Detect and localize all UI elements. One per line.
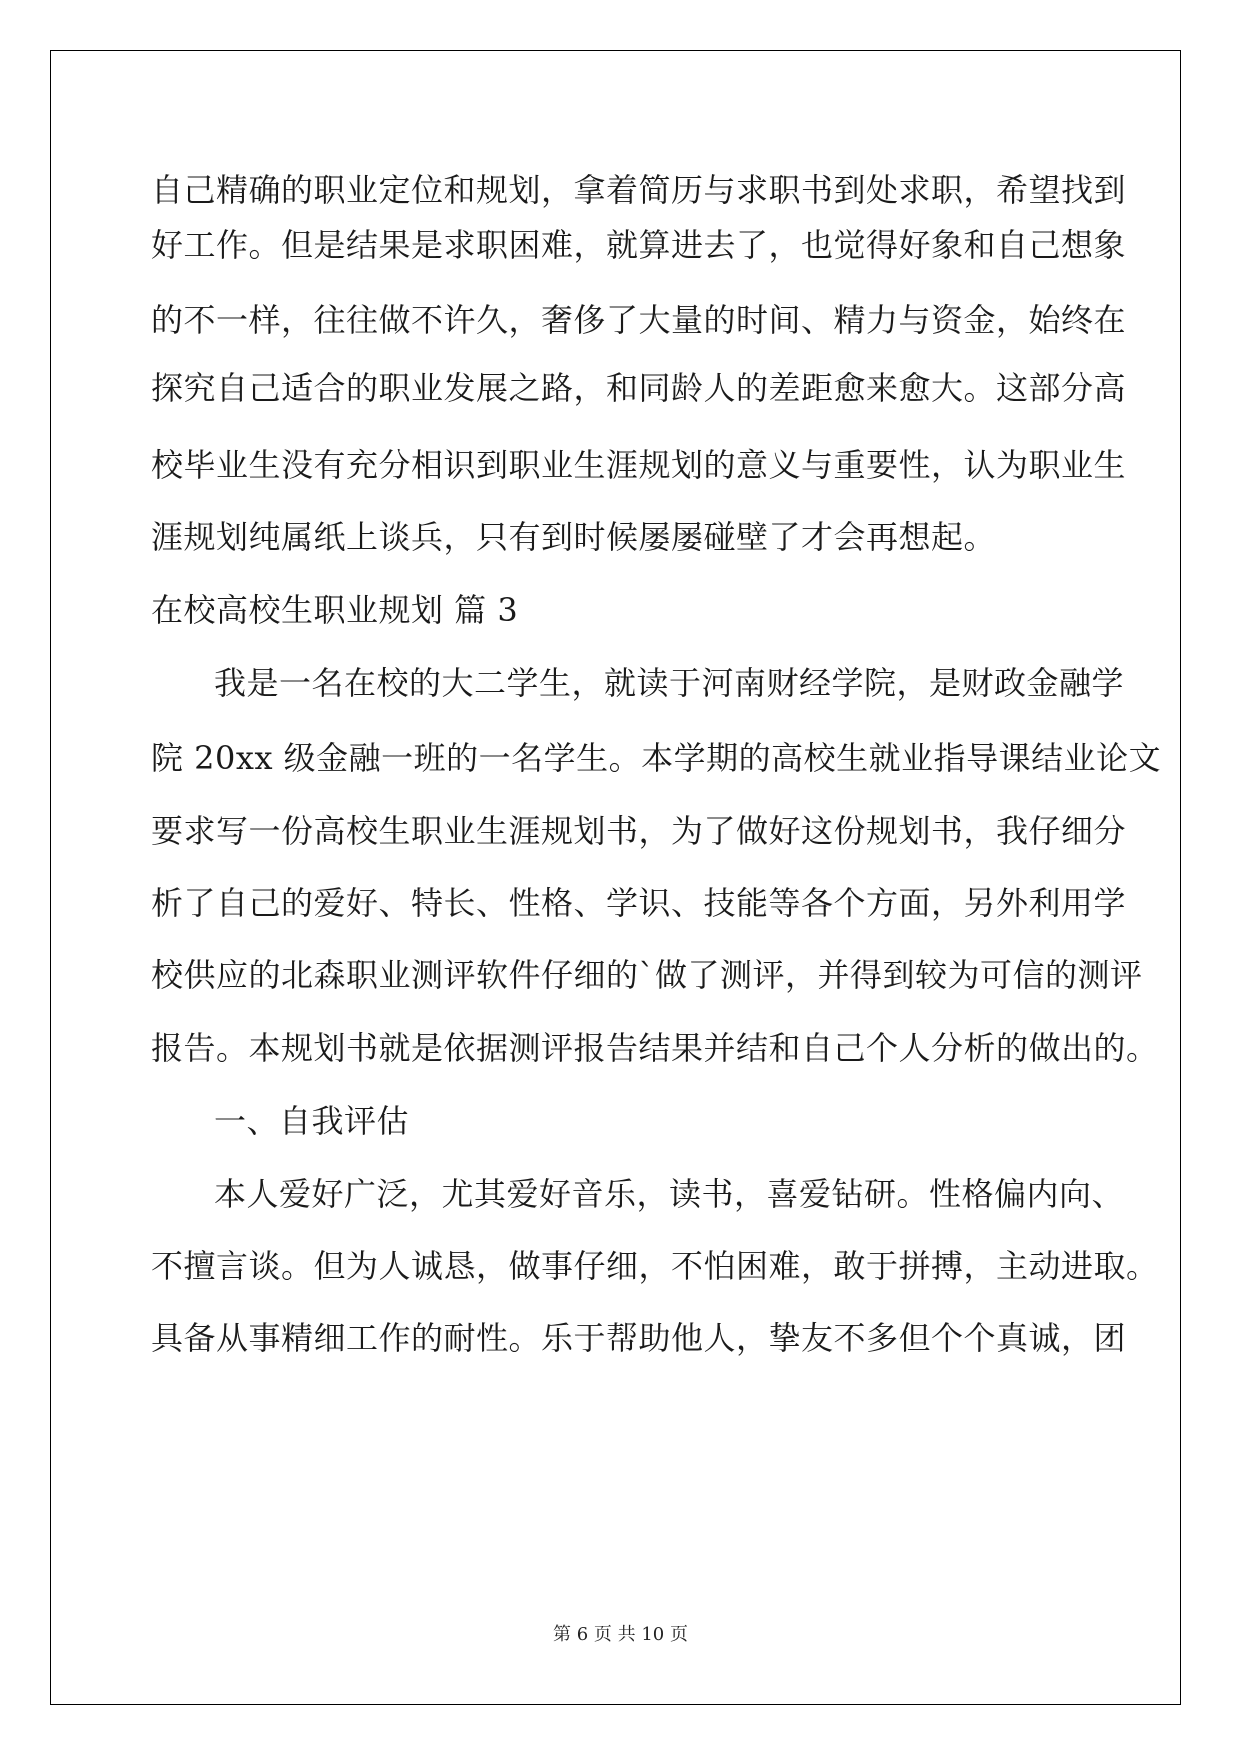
- body-text-line: 校供应的北森职业测评软件仔细的`做了测评，并得到较为可信的测评: [151, 956, 1143, 994]
- body-text-line: 析了自己的爱好、特长、性格、学识、技能等各个方面，另外利用学: [151, 884, 1127, 922]
- body-text-line: 的不一样，往往做不许久，奢侈了大量的时间、精力与资金，始终在: [151, 301, 1127, 339]
- body-text-line: 自己精确的职业定位和规划，拿着简历与求职书到处求职，希望找到: [151, 171, 1127, 209]
- body-text-line: 不擅言谈。但为人诚恳，做事仔细，不怕困难，敢于拼搏，主动进取。: [151, 1247, 1159, 1285]
- subsection-heading: 一、自我评估: [214, 1102, 410, 1140]
- page-number-footer: 第 6 页 共 10 页: [553, 1624, 688, 1645]
- body-text-line: 报告。本规划书就是依据测评报告结果并结和自己个人分析的做出的。: [151, 1029, 1159, 1067]
- body-text-line: 我是一名在校的大二学生，就读于河南财经学院，是财政金融学: [214, 664, 1125, 702]
- page-border: [50, 50, 1181, 1705]
- body-text-line: 要求写一份高校生职业生涯规划书，为了做好这份规划书，我仔细分: [151, 812, 1127, 850]
- body-text-line: 涯规划纯属纸上谈兵，只有到时候屡屡碰壁了才会再想起。: [151, 518, 997, 556]
- body-text-line: 探究自己适合的职业发展之路，和同龄人的差距愈来愈大。这部分高: [151, 369, 1127, 407]
- body-text-line: 校毕业生没有充分相识到职业生涯规划的意义与重要性，认为职业生: [151, 446, 1127, 484]
- body-text-line: 好工作。但是结果是求职困难，就算进去了，也觉得好象和自己想象: [151, 226, 1127, 264]
- section-heading: 在校高校生职业规划 篇 3: [151, 591, 519, 629]
- body-text-line: 院 20xx 级金融一班的一名学生。本学期的高校生就业指导课结业论文: [151, 739, 1162, 777]
- body-text-line: 本人爱好广泛，尤其爱好音乐，读书，喜爱钻研。性格偏内向、: [214, 1175, 1125, 1213]
- body-text-line: 具备从事精细工作的耐性。乐于帮助他人，挚友不多但个个真诚，团: [151, 1319, 1127, 1357]
